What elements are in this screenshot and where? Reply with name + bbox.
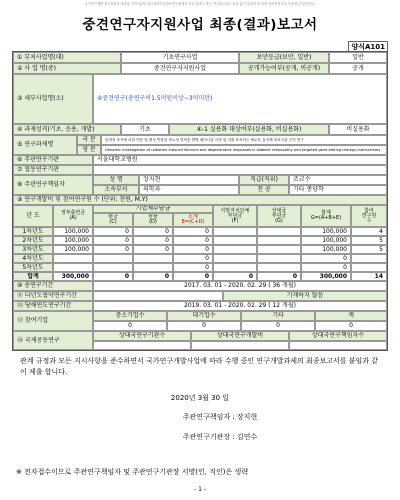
signature-institution-head: 주관연구기관장 : 김연수 (182, 433, 258, 441)
host-institution-value: 서울대학교병원 (93, 155, 387, 165)
budget-cell-gov (53, 254, 93, 263)
multi-year-value (93, 291, 223, 301)
task-type-value: 기초 (121, 124, 169, 135)
current-year-value: 2019. 03. 01 - 2020. 02. 29 ( 12 개월) (93, 301, 387, 311)
budget-col-year: 년 도 (13, 205, 53, 227)
budget-col-kind: 현물 (D) (133, 213, 173, 227)
budget-cell-gov: 300,000 (53, 272, 93, 281)
budget-cell-subtotal: 0 (173, 245, 213, 254)
coop-institution-value (93, 165, 387, 175)
budget-cell-total: 100,000 (301, 227, 351, 236)
participating-companies-label: ⑬ 참여기업 (13, 311, 93, 331)
page-number: - 1 - (194, 486, 206, 493)
budget-cell-other (257, 227, 301, 236)
budget-cell-subtotal: 0 (173, 272, 213, 281)
intl-pi-label: 상대국연구책임자수 (289, 331, 387, 341)
budget-cell-cash: 0 (93, 272, 133, 281)
budget-cell-gov: 100,000 (53, 236, 93, 245)
task-type-label: ④ 과제성격(기초, 응용, 개발) (13, 124, 121, 135)
intl-institutions-label: 상대국연구기관수 (93, 331, 191, 341)
budget-cell-kind: 0 (133, 272, 173, 281)
other-company-label: 기타 (241, 311, 315, 321)
budget-cell-other (257, 245, 301, 254)
subprogram-label: ③ 세부사업명(소) (13, 74, 93, 124)
multi-year-note: 기재하지 않음 (223, 291, 387, 301)
budget-col-cash: 현금 (C) (93, 213, 133, 227)
total-period-value: 2017. 03. 01 - 2020. 02. 29 ( 36 개월) (93, 281, 387, 291)
budget-cell-other (257, 263, 301, 272)
budget-cell-total: 100,000 (301, 245, 351, 254)
korean-title-label: 국 문 (77, 135, 101, 145)
document-title: 중견연구자지원사업 최종(결과)보고서 (82, 17, 318, 33)
company-total-label: 계 (315, 311, 387, 321)
budget-cell-gov: 100,000 (53, 245, 93, 254)
budget-cell-kind: 0 (133, 236, 173, 245)
sme-count-value: 0 (93, 321, 167, 331)
budget-cell-year: 1차년도 (13, 227, 53, 236)
ministry-program-label: ① 부처사업명(대) (13, 52, 121, 63)
budget-cell-local: 0 (213, 272, 257, 281)
budget-cell-gov (53, 263, 93, 272)
budget-cell-total: 100,000 (301, 236, 351, 245)
budget-group-private: 기업체부담금 (93, 205, 213, 213)
korean-title-value: 임비선 조사에 의한 면증 및 변성 반응과 당뇨성 망막증 발병 메커니즘 규명 및 이를 표적하는 새로운 유전체 치료기술 기전 연구 (101, 135, 387, 145)
budget-cell-local (213, 245, 257, 254)
project-title-label: ⑤ 연구과제명 (13, 135, 77, 155)
intl-budget-label: 상대국연구개발비 (191, 331, 289, 341)
security-level-value: 일반 (329, 52, 387, 63)
pi-major-label: 전 공 (239, 185, 289, 195)
budget-cell-local (213, 236, 257, 245)
budget-cell-cash (93, 254, 133, 263)
program-name-label: ② 사 업 명(중) (13, 63, 121, 74)
intl-coop-label: ⑭ 국제공동연구 (13, 331, 93, 350)
budget-cell-other (257, 254, 301, 263)
budget-col-staff: 참여 연구원 수 (351, 205, 387, 227)
signature-researcher: 주관연구책임자 : 장지현 (182, 413, 258, 421)
ministry-program-value: 기초연구사업 (121, 52, 239, 63)
budget-cell-kind (133, 263, 173, 272)
pi-major-value: 기타 종양학 (289, 185, 387, 195)
budget-cell-year: 2차년도 (13, 236, 53, 245)
other-company-value: 0 (241, 321, 315, 331)
budget-cell-staff: 5 (351, 236, 387, 245)
budget-cell-cash: 0 (93, 227, 133, 236)
budget-cell-cash (93, 263, 133, 272)
budget-col-local: 지방자치단체 부담금 (F) (213, 205, 257, 227)
subprogram-value: ④중견연구(총연구비1.5억원이상~3억미만) (93, 74, 387, 124)
english-title-value: Genomic investigation of radiation-induced immune and degenerative responses in diabetic retinopathy and targeted gene-editing therapy mechanisms (101, 145, 387, 155)
budget-cell-total: 0 (301, 263, 351, 272)
pi-label: ⑧ 주관연구책임자 (13, 175, 93, 195)
budget-cell-subtotal: 0 (173, 254, 213, 263)
budget-cell-year: 3차년도 (13, 245, 53, 254)
intl-budget-value (191, 341, 289, 350)
budget-cell-gov: 100,000 (53, 227, 93, 236)
coop-institution-label: ⑦ 협동연구기관 (13, 165, 93, 175)
budget-cell-staff: 5 (351, 245, 387, 254)
budget-cell-total: 0 (301, 254, 351, 263)
budget-cell-subtotal: 0 (173, 263, 213, 272)
budget-cell-year: 합계 (13, 272, 53, 281)
budget-col-gov: 정부출연금 (A) (53, 205, 93, 227)
budget-cell-year: 5차년도 (13, 263, 53, 272)
budget-section-title: ⑨ 연구개발비 및 참여연구원 수 (단위: 천원, M.Y) (13, 195, 387, 205)
budget-cell-kind: 0 (133, 245, 173, 254)
budget-cell-kind (133, 254, 173, 263)
pi-rank-value: 조교수 (289, 175, 387, 185)
budget-cell-other (257, 236, 301, 245)
intl-pi-value (289, 341, 387, 350)
budget-cell-local (213, 263, 257, 272)
budget-cell-staff (351, 254, 387, 263)
program-name-value: 중견연구자지원사업 (121, 63, 239, 74)
pi-dept-value: 의학과 (139, 185, 239, 195)
current-year-label: ⑫ 당해연도연구기간 (13, 301, 93, 311)
budget-cell-staff: 14 (351, 272, 387, 281)
budget-cell-staff: 4 (351, 227, 387, 236)
form-code: 양식A101 (348, 41, 388, 53)
disclosure-value: 공개 (329, 63, 387, 74)
commercialization-value: 비실용화 (329, 124, 387, 135)
intl-institutions-value (93, 341, 191, 350)
large-company-value: 0 (167, 321, 241, 331)
sme-count-label: 중소기업수 (93, 311, 167, 321)
electronic-submission-note: ※ 전자접수이므로 주관연구책임자 및 주관연구기관장 서명(인, 직인)은 생략 (16, 468, 248, 476)
pi-dept-label: 소속부서 (93, 185, 139, 195)
budget-cell-cash: 0 (93, 236, 133, 245)
budget-cell-local (213, 254, 257, 263)
security-level-label: 보안등급(보안, 일반) (239, 52, 329, 63)
budget-cell-cash: 0 (93, 245, 133, 254)
budget-cell-subtotal: 0 (173, 236, 213, 245)
budget-cell-staff (351, 263, 387, 272)
budget-col-total: 합계 G=(A+B+E) (301, 205, 351, 227)
submission-date: 2020년 3월 30 일 (170, 394, 230, 402)
company-total-value: 0 (315, 321, 387, 331)
budget-cell-other: 0 (257, 272, 301, 281)
total-period-label: ⑩ 총연구기간 (13, 281, 93, 291)
pi-name-label: 성 명 (93, 175, 139, 185)
budget-cell-total: 300,000 (301, 272, 351, 281)
budget-cell-year: 4차년도 (13, 254, 53, 263)
budget-col-subtotal: 소계 E=(C+D) (173, 213, 213, 227)
disclosure-label: 공개가능여부(공개, 비공개) (239, 63, 329, 74)
budget-cell-kind: 0 (133, 227, 173, 236)
report-form (12, 51, 388, 351)
host-institution-label: ⑥ 주관연구기관 (13, 155, 93, 165)
copyright-notice: 국가연구개발 보고서원문 성과물 전담기관인 한국과학기술정보연구원에서 가공·서비스 하는 연구보고서는 동의 없이 상업적 및 기타 영리목적으로 사용할 수 없습니다. (84, 2, 316, 6)
english-title-label: 영 문 (77, 145, 101, 155)
budget-cell-local (213, 227, 257, 236)
submission-statement: 관계 규정과 모든 지시사항을 준수하면서 국가연구개발사업에 따라 수행 중인 연구개발과제의 최종보고서를 붙임과 같이 제출 합니다. (20, 357, 379, 376)
pi-rank-label: 직급(직위) (239, 175, 289, 185)
budget-col-other: 상대국 부담금 (G) (257, 205, 301, 227)
multi-year-label: ⑪ 다년도협약연구기간 (13, 291, 93, 301)
pi-name-value: 장지현 (139, 175, 239, 185)
budget-cell-subtotal: 0 (173, 227, 213, 236)
commercialization-label: ④-1 실용화 대상여부(실용화, 비실용화) (169, 124, 329, 135)
large-company-label: 대기업수 (167, 311, 241, 321)
